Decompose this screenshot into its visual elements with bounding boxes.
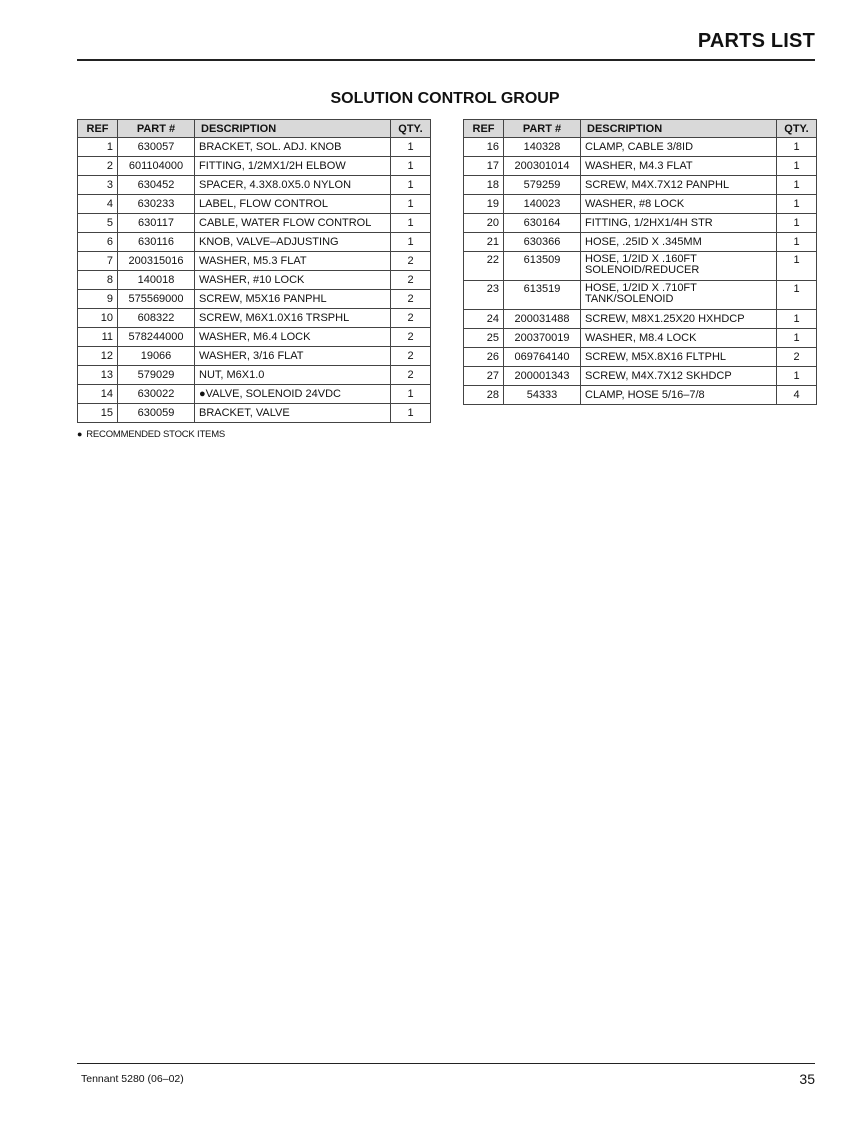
- ref-cell: 6: [78, 233, 118, 252]
- ref-cell: 28: [464, 386, 504, 405]
- section-title: SOLUTION CONTROL GROUP: [330, 90, 560, 107]
- qty-cell: 1: [777, 157, 817, 176]
- part-number-cell: 630022: [118, 385, 195, 404]
- ref-cell: 24: [464, 310, 504, 329]
- qty-cell: 1: [777, 138, 817, 157]
- part-number-cell: 630452: [118, 176, 195, 195]
- qty-cell: 1: [391, 195, 431, 214]
- description-cell: [581, 281, 777, 310]
- part-number-cell: 630117: [118, 214, 195, 233]
- description-cell: CLAMP, CABLE 3/8ID: [581, 138, 777, 157]
- col-header-part: PART #: [118, 120, 195, 138]
- col-header-description: DESCRIPTION: [581, 120, 777, 138]
- description-cell: HOSE, .25ID X .345MM: [581, 233, 777, 252]
- part-number-cell: 608322: [118, 309, 195, 328]
- ref-cell: 10: [78, 309, 118, 328]
- part-number-cell: 630059: [118, 404, 195, 423]
- part-number-cell: 601104000: [118, 157, 195, 176]
- qty-cell: 1: [391, 233, 431, 252]
- part-number-cell: 578244000: [118, 328, 195, 347]
- qty-cell: 2: [391, 271, 431, 290]
- footer-divider: [77, 1063, 815, 1064]
- description-cell: KNOB, VALVE–ADJUSTING: [195, 233, 391, 252]
- ref-cell: 25: [464, 329, 504, 348]
- qty-cell: 1: [777, 233, 817, 252]
- description-line-2: SOLENOID/REDUCER: [585, 264, 700, 276]
- qty-cell: 1: [391, 138, 431, 157]
- qty-cell: 2: [391, 328, 431, 347]
- table-row: [464, 310, 817, 329]
- qty-cell: 1: [777, 310, 817, 329]
- description-cell: WASHER, M6.4 LOCK: [195, 328, 391, 347]
- ref-cell: 27: [464, 367, 504, 386]
- table-row: [464, 157, 817, 176]
- description-cell: WASHER, #8 LOCK: [581, 195, 777, 214]
- footnote-text: RECOMMENDED STOCK ITEMS: [86, 429, 226, 440]
- table-row: [464, 195, 817, 214]
- table-row: [464, 281, 817, 310]
- part-number-cell: 069764140: [504, 348, 581, 367]
- table-row: [464, 329, 817, 348]
- col-header-ref: REF: [464, 120, 504, 138]
- part-number-cell: 200315016: [118, 252, 195, 271]
- part-number-cell: 140023: [504, 195, 581, 214]
- table-row: [78, 252, 431, 271]
- footer-model: Tennant 5280 (06–02): [81, 1073, 184, 1085]
- part-number-cell: 200031488: [504, 310, 581, 329]
- qty-cell: 2: [391, 347, 431, 366]
- page-number: 35: [799, 1071, 815, 1087]
- description-cell: WASHER, M8.4 LOCK: [581, 329, 777, 348]
- table-row: [464, 367, 817, 386]
- table-row: [464, 176, 817, 195]
- qty-cell: 2: [391, 366, 431, 385]
- qty-cell: 1: [391, 404, 431, 423]
- col-header-description: DESCRIPTION: [195, 120, 391, 138]
- ref-cell: 5: [78, 214, 118, 233]
- qty-cell: 1: [777, 281, 817, 310]
- qty-cell: 1: [777, 329, 817, 348]
- table-row: [78, 404, 431, 423]
- table-row: [78, 138, 431, 157]
- table-row: [464, 348, 817, 367]
- col-header-qty: QTY.: [777, 120, 817, 138]
- table-row: [78, 157, 431, 176]
- ref-cell: 26: [464, 348, 504, 367]
- ref-cell: 11: [78, 328, 118, 347]
- qty-cell: 4: [777, 386, 817, 405]
- ref-cell: 4: [78, 195, 118, 214]
- header-divider: [77, 59, 815, 61]
- qty-cell: 2: [391, 290, 431, 309]
- table-header-row: [78, 120, 431, 138]
- description-cell: SCREW, M4X.7X12 SKHDCP: [581, 367, 777, 386]
- description-cell: SCREW, M5X.8X16 FLTPHL: [581, 348, 777, 367]
- description-cell: SPACER, 4.3X8.0X5.0 NYLON: [195, 176, 391, 195]
- page-title: PARTS LIST: [697, 30, 815, 52]
- ref-cell: 21: [464, 233, 504, 252]
- qty-cell: 1: [777, 176, 817, 195]
- part-number-cell: 579259: [504, 176, 581, 195]
- description-cell: LABEL, FLOW CONTROL: [195, 195, 391, 214]
- qty-cell: 2: [391, 309, 431, 328]
- ref-cell: 18: [464, 176, 504, 195]
- ref-cell: 7: [78, 252, 118, 271]
- part-number-cell: 613509: [504, 252, 581, 281]
- ref-cell: 13: [78, 366, 118, 385]
- parts-table-left: [77, 119, 431, 423]
- description-cell: WASHER, #10 LOCK: [195, 271, 391, 290]
- col-header-part: PART #: [504, 120, 581, 138]
- part-number-cell: 630057: [118, 138, 195, 157]
- table-row: [78, 233, 431, 252]
- description-cell: BRACKET, VALVE: [195, 404, 391, 423]
- ref-cell: 9: [78, 290, 118, 309]
- table-row: [464, 252, 817, 281]
- parts-table-right: [463, 119, 817, 405]
- table-row: [464, 138, 817, 157]
- table-row: [78, 328, 431, 347]
- table-row: [78, 271, 431, 290]
- ref-cell: 1: [78, 138, 118, 157]
- description-cell: CLAMP, HOSE 5/16–7/8: [581, 386, 777, 405]
- description-cell: BRACKET, SOL. ADJ. KNOB: [195, 138, 391, 157]
- qty-cell: 1: [391, 214, 431, 233]
- qty-cell: 2: [777, 348, 817, 367]
- qty-cell: 1: [777, 195, 817, 214]
- part-number-cell: 630233: [118, 195, 195, 214]
- qty-cell: 1: [777, 214, 817, 233]
- description-cell: SCREW, M6X1.0X16 TRSPHL: [195, 309, 391, 328]
- table-row: [78, 366, 431, 385]
- part-number-cell: 630366: [504, 233, 581, 252]
- table-row: [78, 385, 431, 404]
- ref-cell: 12: [78, 347, 118, 366]
- ref-cell: 23: [464, 281, 504, 310]
- description-cell: NUT, M6X1.0: [195, 366, 391, 385]
- qty-cell: 1: [777, 367, 817, 386]
- description-cell: [581, 252, 777, 281]
- table-row: [78, 309, 431, 328]
- ref-cell: 22: [464, 252, 504, 281]
- ref-cell: 16: [464, 138, 504, 157]
- qty-cell: 1: [777, 252, 817, 281]
- table-row: [464, 214, 817, 233]
- part-number-cell: 579029: [118, 366, 195, 385]
- part-number-cell: 200001343: [504, 367, 581, 386]
- ref-cell: 2: [78, 157, 118, 176]
- ref-cell: 20: [464, 214, 504, 233]
- ref-cell: 8: [78, 271, 118, 290]
- ref-cell: 15: [78, 404, 118, 423]
- description-cell: WASHER, M5.3 FLAT: [195, 252, 391, 271]
- ref-cell: 17: [464, 157, 504, 176]
- description-line-2: TANK/SOLENOID: [585, 293, 674, 305]
- description-cell: FITTING, 1/2MX1/2H ELBOW: [195, 157, 391, 176]
- col-header-qty: QTY.: [391, 120, 431, 138]
- table-row: [78, 195, 431, 214]
- description-cell: SCREW, M8X1.25X20 HXHDCP: [581, 310, 777, 329]
- table-row: [464, 386, 817, 405]
- table-row: [464, 233, 817, 252]
- qty-cell: 1: [391, 176, 431, 195]
- part-number-cell: 200370019: [504, 329, 581, 348]
- part-number-cell: 54333: [504, 386, 581, 405]
- part-number-cell: 613519: [504, 281, 581, 310]
- table-header-row: [464, 120, 817, 138]
- part-number-cell: 140328: [504, 138, 581, 157]
- table-row: [78, 176, 431, 195]
- description-cell: ●VALVE, SOLENOID 24VDC: [195, 385, 391, 404]
- ref-cell: 19: [464, 195, 504, 214]
- part-number-cell: 630164: [504, 214, 581, 233]
- description-cell: WASHER, 3/16 FLAT: [195, 347, 391, 366]
- bullet-icon: ●: [77, 429, 83, 439]
- part-number-cell: 575569000: [118, 290, 195, 309]
- description-line-1: HOSE, 1/2ID X .160FT: [585, 253, 697, 265]
- col-header-ref: REF: [78, 120, 118, 138]
- ref-cell: 14: [78, 385, 118, 404]
- part-number-cell: 140018: [118, 271, 195, 290]
- table-row: [78, 214, 431, 233]
- qty-cell: 2: [391, 252, 431, 271]
- table-row: [78, 347, 431, 366]
- description-cell: SCREW, M4X.7X12 PANPHL: [581, 176, 777, 195]
- part-number-cell: 200301014: [504, 157, 581, 176]
- footnote: [77, 429, 225, 440]
- qty-cell: 1: [391, 157, 431, 176]
- description-cell: FITTING, 1/2HX1/4H STR: [581, 214, 777, 233]
- ref-cell: 3: [78, 176, 118, 195]
- description-line-1: HOSE, 1/2ID X .710FT: [585, 282, 697, 294]
- part-number-cell: 19066: [118, 347, 195, 366]
- part-number-cell: 630116: [118, 233, 195, 252]
- description-cell: CABLE, WATER FLOW CONTROL: [195, 214, 391, 233]
- table-row: [78, 290, 431, 309]
- description-cell: SCREW, M5X16 PANPHL: [195, 290, 391, 309]
- description-cell: WASHER, M4.3 FLAT: [581, 157, 777, 176]
- qty-cell: 1: [391, 385, 431, 404]
